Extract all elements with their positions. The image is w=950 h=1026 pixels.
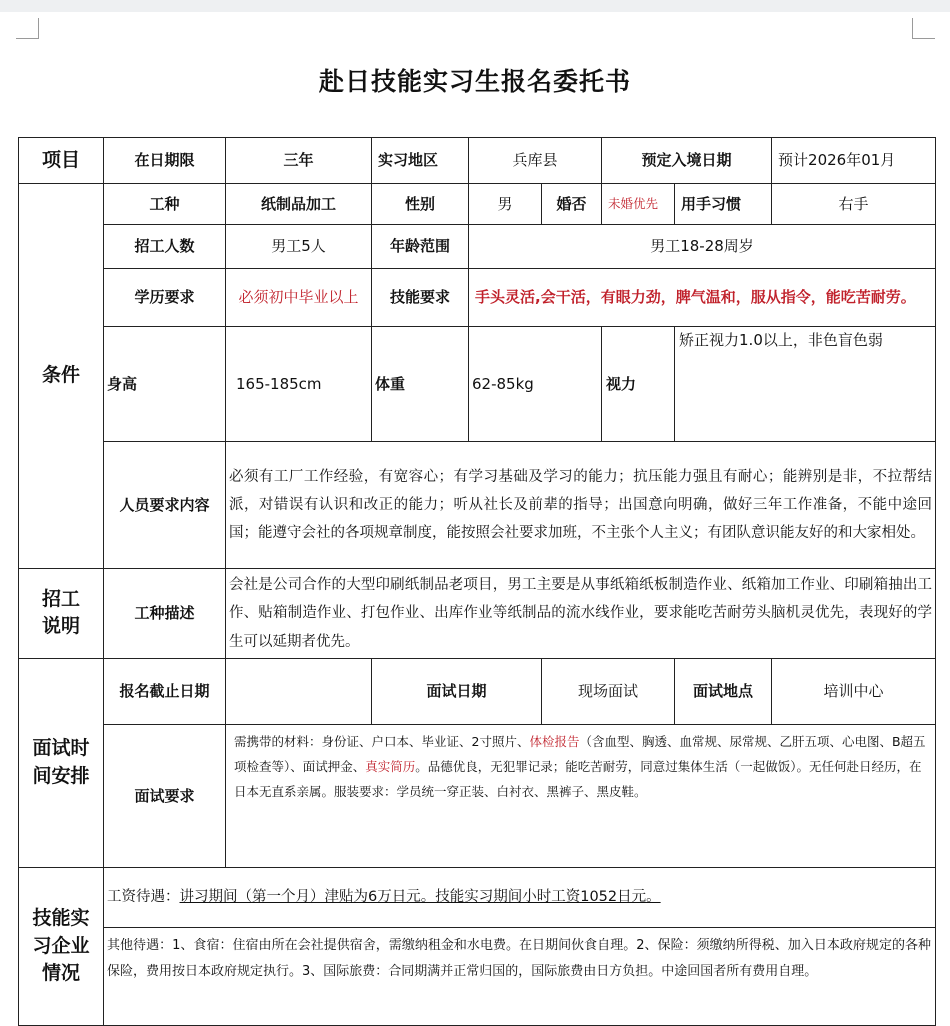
project-label: 项目 [19,138,104,184]
hand-label: 用手习惯 [675,184,772,225]
interview-req-row [19,724,936,867]
gender-value: 男 [469,184,542,225]
company-section-label: 技能实习企业情况 [19,867,104,1025]
interview-req-label: 面试要求 [104,724,226,867]
job-desc-label: 工种描述 [104,569,226,659]
job-label: 工种 [104,184,226,225]
recruit-value: 男工5人 [226,225,372,269]
entry-value: 预计2026年01月 [772,138,936,184]
age-label: 年龄范围 [372,225,469,269]
job-value: 纸制品加工 [226,184,372,225]
salary-value: 讲习期间（第一个月）津贴为6万日元。技能实习期间小时工资1052日元。 [179,888,661,905]
height-label: 身高 [104,327,226,442]
physical-row [19,327,936,442]
vision-value: 矫正视力1.0以上，非色盲色弱 [675,327,936,442]
recruit-row [19,225,936,269]
marriage-value: 未婚优先 [602,184,675,225]
gender-label: 性别 [372,184,469,225]
weight-value: 62-85kg [469,327,602,442]
recruit-label: 招工人数 [104,225,226,269]
edu-label: 学历要求 [104,269,226,327]
vision-label: 视力 [602,327,675,442]
personnel-value: 必须有工厂工作经验，有宽容心；有学习基础及学习的能力；抗压能力强且有耐心；能辨别是非，不拉帮结派，对错误有认识和改正的能力；听从社长及前辈的指导；出国意向明确，做好三年工作准备，不能中途回国；能遵守会社的各项规章制度，能按照会社要求加班，不主张个人主义；有团队意识能友好的和大家相处。 [226,442,936,569]
interview-place-label: 面试地点 [675,658,772,724]
education-row [19,269,936,327]
form-table [18,137,936,1026]
conditions-section-label: 条件 [19,184,104,569]
salary-label: 工资待遇： [107,888,180,905]
page-corner-mark-left [16,18,39,39]
salary-cell [104,867,936,927]
job-desc-row [19,569,936,659]
location-value: 兵库县 [469,138,602,184]
other-benefits-row [19,927,936,1025]
interview-date-value: 现场面试 [542,658,675,724]
edu-value: 必须初中毕业以上 [226,269,372,327]
deadline-label: 报名截止日期 [104,658,226,724]
job-desc-value: 会社是公司合作的大型印刷纸制品老项目，男工主要是从事纸箱纸板制造作业、纸箱加工作业、印刷箱抽出工作、贴箱制造作业、打包作业、出库作业等纸制品的流水线作业，要求能吃苦耐劳头脑机灵优先，表现好的学生可以延期者优先。 [226,569,936,659]
header-row [19,138,936,184]
skill-label: 技能要求 [372,269,469,327]
personnel-row [19,442,936,569]
weight-label: 体重 [372,327,469,442]
marriage-label: 婚否 [542,184,602,225]
other-benefits-value: 其他待遇：1、食宿：住宿由所在会社提供宿舍，需缴纳租金和水电费。在日期间伙食自理。2、保险：须缴纳所得税、加入日本政府规定的各种保险，费用按日本政府规定执行。3、国际旅费：合同期满并正常归国的，国际旅费由日方负担。中途回国者所有费用自理。 [104,927,936,1025]
salary-row [19,867,936,927]
height-value: 165-185cm [226,327,372,442]
interview-date-label: 面试日期 [372,658,542,724]
interview-place-value: 培训中心 [772,658,936,724]
deadline-value [226,658,372,724]
location-label: 实习地区 [372,138,469,184]
interview-date-row [19,658,936,724]
age-value: 男工18-28周岁 [469,225,936,269]
interview-section-label: 面试时间安排 [19,658,104,867]
page-corner-mark-right [912,18,935,39]
skill-value: 手头灵活,会干活，有眼力劲，脾气温和，服从指令，能吃苦耐劳。 [469,269,936,327]
document-title: 赴日技能实习生报名委托书 [318,67,631,96]
interview-req-value: 需携带的材料：身份证、户口本、毕业证、2寸照片、体检报告（含血型、胸透、血常规、尿常规、乙肝五项、心电图、B超五项检查等）、面试押金、真实简历。品德优良，无犯罪记录；能吃苦耐劳，同意过集体生活（一起做饭）。无任何赴日经历，在日本无直系亲属。服装要求：学员统一穿正装、白衬衣、黑裤子、黑皮鞋。 [226,724,936,867]
job-row [19,184,936,225]
hand-value: 右手 [772,184,936,225]
stay-value: 三年 [226,138,372,184]
entry-label: 预定入境日期 [602,138,772,184]
top-bar [0,0,950,12]
stay-label: 在日期限 [104,138,226,184]
personnel-label: 人员要求内容 [104,442,226,569]
recruit-section-label: 招工说明 [19,569,104,659]
